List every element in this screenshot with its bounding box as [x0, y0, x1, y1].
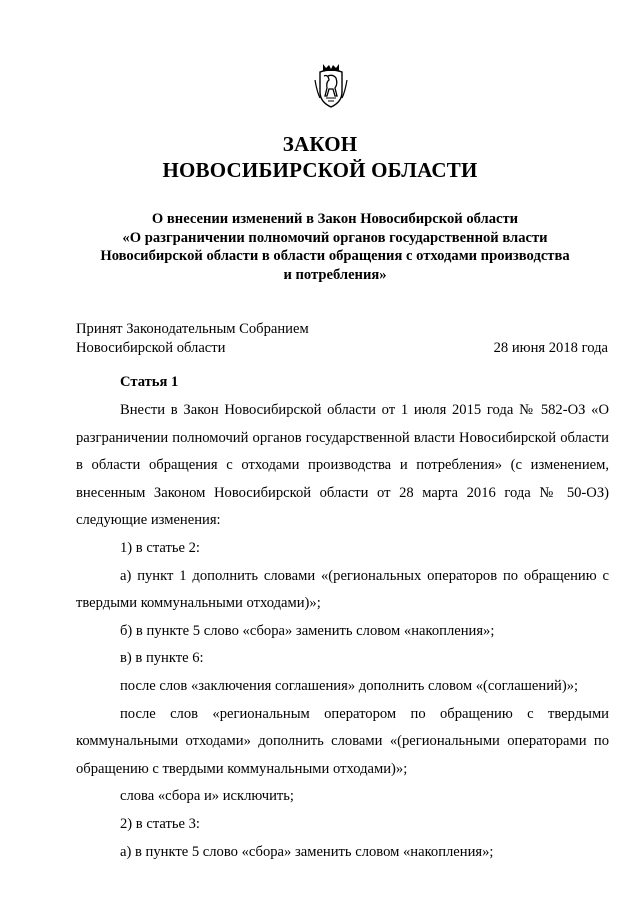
- adoption-block: [76, 320, 608, 357]
- article-intro: Внести в Закон Новосибирской области от 1 июля 2015 года № 582-ОЗ «О разграничении полномочий органов государственной власти Новосибирской области в области обращения с отходами производства и потребления» (с изменением, внесенным Законом Новосибирской области от 28 марта 2016 года № 50-ОЗ) следующие изменения:: [76, 402, 609, 529]
- subtitle-line: Новосибирской области в области обращения с отходами производства: [100, 248, 570, 265]
- amendment-item: 1) в статье 2:: [120, 539, 200, 556]
- adopted-by-line1: Принят Законодательным Собранием: [76, 321, 309, 337]
- amendment-item: 2) в статье 3:: [120, 815, 200, 832]
- subtitle-line: О внесении изменений в Закон Новосибирской области: [151, 211, 519, 227]
- adopted-by-line2: Новосибирской области: [76, 339, 226, 356]
- amendment-item: после слов «региональным оператором по обращению с твердыми коммунальными отходами» дополнить словами «(региональными операторами по обращению с твердыми коммунальными отходами)»;: [76, 705, 609, 777]
- law-subtitle: [70, 210, 600, 285]
- subtitle-line: и потребления»: [283, 267, 387, 284]
- law-title-line2: НОВОСИБИРСКОЙ ОБЛАСТИ: [162, 158, 478, 182]
- amendment-item: слова «сбора и» исключить;: [120, 788, 294, 805]
- amendment-item: после слов «заключения соглашения» дополнить словом «(соглашений)»;: [120, 677, 579, 694]
- amendment-item: а) в пункте 5 слово «сбора» заменить словом «накопления»;: [120, 843, 494, 860]
- coat-of-arms-icon: [314, 62, 348, 110]
- adoption-date: 28 июня 2018 года: [493, 339, 608, 356]
- amendment-item: а) пункт 1 дополнить словами «(региональных операторов по обращению с твердыми коммунальными отходами)»;: [76, 567, 609, 612]
- amendment-item: б) в пункте 5 слово «сбора» заменить словом «накопления»;: [120, 622, 495, 639]
- subtitle-line: «О разграничении полномочий органов государственной власти: [122, 229, 548, 246]
- article-body: [76, 397, 609, 866]
- amendment-item: в) в пункте 6:: [120, 650, 204, 667]
- article-heading: Статья 1: [120, 374, 179, 390]
- law-title-line1: ЗАКОН: [282, 132, 358, 156]
